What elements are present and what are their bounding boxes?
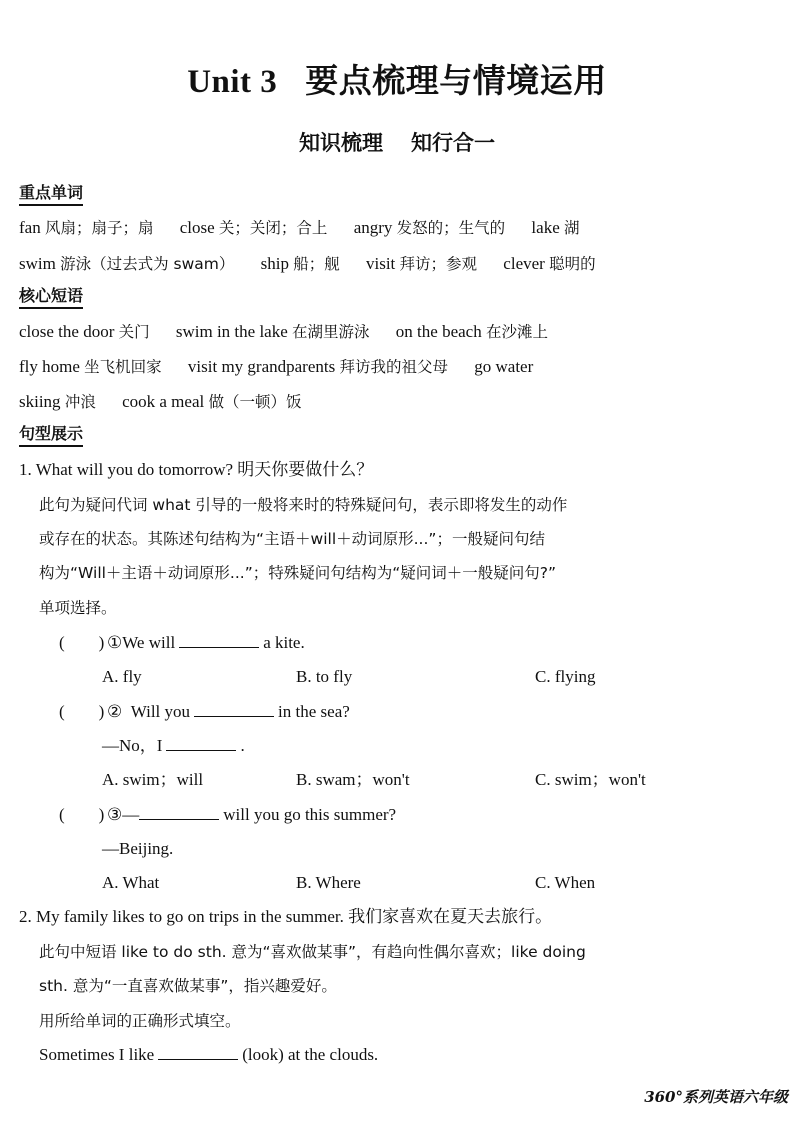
phrase-line-3 xyxy=(19,390,774,414)
question-stem-after: in the sea? xyxy=(278,702,350,721)
reply-after: . xyxy=(240,736,245,755)
page-footer: 360°系列英语六年级 xyxy=(644,1088,788,1106)
vocab-cn: 湖 xyxy=(564,219,580,237)
exercise-before: Sometimes I like xyxy=(39,1045,155,1064)
reply-before: —No，I xyxy=(102,736,163,755)
phrases-heading: 核心短语 xyxy=(19,286,83,309)
pattern-2-head: 2. My family likes to go on trips in the summer. 我们家喜欢在夏天去旅行。 xyxy=(19,907,553,926)
option-a[interactable]: A. What xyxy=(102,873,160,892)
phrase-en: skiing xyxy=(19,392,61,411)
explanation-text: 此句为疑问代词 what 引导的一般将来时的特殊疑问句，表示即将发生的动作 xyxy=(39,496,568,514)
pattern-2-task xyxy=(39,1009,774,1033)
vocab-cn: 游泳（过去式为 swam） xyxy=(60,255,235,273)
vocab-line-1 xyxy=(19,216,774,240)
phrase-line-2 xyxy=(19,355,774,379)
exercise-after: (look) at the clouds. xyxy=(242,1045,379,1064)
pattern-1-explanation-3 xyxy=(39,561,774,585)
option-b[interactable]: B. to fly xyxy=(296,667,353,686)
question-number: ② xyxy=(107,702,123,721)
phrase-en: fly home xyxy=(19,357,80,376)
answer-paren[interactable]: ( ) xyxy=(59,702,105,721)
vocab-en: ship xyxy=(260,254,289,273)
subtitle-right: 知行合一 xyxy=(411,131,495,155)
section-subtitle xyxy=(0,127,794,157)
answer-blank[interactable] xyxy=(139,803,219,820)
explanation-text: 或存在的状态。其陈述句结构为“主语＋will＋动词原形...”；一般疑问句结 xyxy=(39,530,545,548)
question-stem-before: We will xyxy=(122,633,176,652)
option-c[interactable]: C. swim；won't xyxy=(535,770,646,789)
phrase-cn: 做（一顿）饭 xyxy=(208,393,302,411)
vocab-cn: 风扇；扇子；扇 xyxy=(44,219,154,237)
question-stem-after: a kite. xyxy=(263,633,305,652)
task-text: 单项选择。 xyxy=(39,599,117,617)
option-c[interactable]: C. When xyxy=(535,873,596,892)
vocab-heading: 重点单词 xyxy=(19,183,83,206)
title-main: 要点梳理与情境运用 xyxy=(305,64,607,100)
phrase-cn: 坐飞机回家 xyxy=(84,358,162,376)
explanation-text: 此句中短语 like to do sth. 意为“喜欢做某事”，有趋向性偶尔喜欢；like doing xyxy=(39,943,586,961)
phrase-cn: 在湖里游泳 xyxy=(292,323,370,341)
pattern-2-exercise xyxy=(39,1043,774,1067)
phrase-en: go water xyxy=(474,357,534,376)
answer-paren[interactable]: ( ) xyxy=(59,633,105,652)
explanation-text: sth. 意为“一直喜欢做某事”，指兴趣爱好。 xyxy=(39,977,337,995)
vocab-en: lake xyxy=(531,218,560,237)
vocab-cn: 关；关闭；合上 xyxy=(218,219,328,237)
vocab-line-2 xyxy=(19,252,774,276)
option-b[interactable]: B. Where xyxy=(296,873,361,892)
vocab-cn: 拜访；参观 xyxy=(399,255,478,273)
phrase-line-1 xyxy=(19,320,774,344)
vocab-en: visit xyxy=(365,254,396,273)
answer-blank[interactable] xyxy=(166,734,236,751)
option-a[interactable]: A. swim；will xyxy=(102,770,204,789)
phrase-cn: 冲浪 xyxy=(64,393,96,411)
question-number: ③ xyxy=(107,805,123,824)
question-3-reply: —Beijing. xyxy=(102,839,174,858)
patterns-heading: 句型展示 xyxy=(19,424,83,447)
phrase-cn: 在沙滩上 xyxy=(485,323,548,341)
answer-paren[interactable]: ( ) xyxy=(59,805,105,824)
vocab-cn: 聪明的 xyxy=(549,255,596,273)
answer-blank[interactable] xyxy=(194,700,274,717)
vocab-en: close xyxy=(179,218,215,237)
pattern-1-explanation-2 xyxy=(39,527,774,551)
vocab-en: swim xyxy=(19,254,56,273)
vocab-en: clever xyxy=(503,254,545,273)
question-stem-before: — xyxy=(122,805,140,824)
phrase-en: close the door xyxy=(19,322,115,341)
task-text: 用所给单词的正确形式填空。 xyxy=(39,1012,241,1030)
phrase-en: on the beach xyxy=(395,322,482,341)
pattern-2-explanation-2 xyxy=(39,974,774,998)
phrase-en: visit my grandparents xyxy=(187,357,336,376)
phrase-en: swim in the lake xyxy=(175,322,288,341)
phrase-cn: 拜访我的祖父母 xyxy=(339,358,448,376)
option-a[interactable]: A. fly xyxy=(102,667,142,686)
option-c[interactable]: C. flying xyxy=(535,667,596,686)
page-title xyxy=(0,55,794,102)
option-b[interactable]: B. swam；won't xyxy=(296,770,410,789)
answer-blank[interactable] xyxy=(179,631,259,648)
unit-label: Unit 3 xyxy=(187,64,278,100)
subtitle-left: 知识梳理 xyxy=(299,131,383,155)
vocab-en: angry xyxy=(353,218,393,237)
pattern-2-explanation-1 xyxy=(39,940,774,964)
answer-blank[interactable] xyxy=(158,1043,238,1060)
phrase-cn: 关门 xyxy=(118,323,150,341)
vocab-cn: 发怒的；生气的 xyxy=(396,219,506,237)
pattern-1-task xyxy=(39,596,774,620)
pattern-1-head: 1. What will you do tomorrow? 明天你要做什么？ xyxy=(19,460,374,479)
pattern-1-explanation-1 xyxy=(39,493,774,517)
explanation-text: 构为“Will＋主语＋动词原形...”；特殊疑问句结构为“疑问词＋一般疑问句?” xyxy=(39,564,557,582)
question-stem-after: will you go this summer? xyxy=(223,805,397,824)
question-stem-before: Will you xyxy=(130,702,191,721)
phrase-en: cook a meal xyxy=(122,392,205,411)
question-number: ① xyxy=(107,633,123,652)
vocab-en: fan xyxy=(19,218,41,237)
vocab-cn: 船；舰 xyxy=(293,255,340,273)
question-2-reply xyxy=(102,734,774,758)
